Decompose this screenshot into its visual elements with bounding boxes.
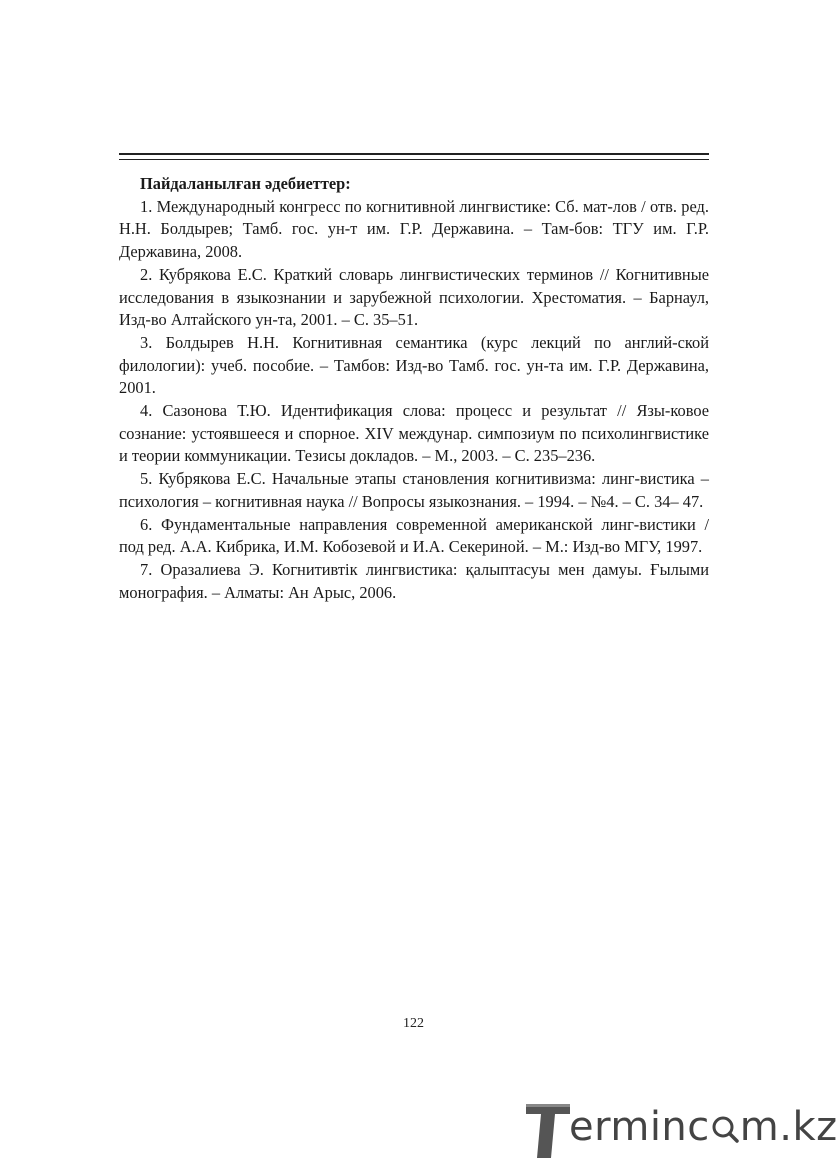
logo-text-end: m.kz bbox=[739, 1104, 838, 1150]
reference-item: 2. Кубрякова Е.С. Краткий словарь лингвистических терминов // Когнитивные исследования в языкознании и зарубежной психологии. Хрестоматия. – Барнаул, Изд-во Алтайского ун-та, 2001. – С. 35–51. bbox=[119, 264, 709, 330]
reference-item: 4. Сазонова Т.Ю. Идентификация слова: процесс и результат // Язы-ковое сознание: устоявшееся и спорное. XIV междунар. симпозиум по психолингвистике и теории коммуникации. Тезисы докладов. – М., 2003. – С. 235–236. bbox=[119, 401, 709, 466]
magnifier-icon bbox=[711, 1103, 739, 1131]
page-number: 122 bbox=[403, 1016, 424, 1031]
reference-item: 7. Оразалиева Э. Когнитивтік лингвистика: қалыптасуы мен дамуы. Ғылыми монография. – Алматы: Ан Арыс, 2006. bbox=[119, 559, 709, 602]
reference-item: 5. Кубрякова Е.С. Начальные этапы становления когнитивизма: линг-вистика – психология – когнитивная наука // Вопросы языкознания. – 1994. – №4. – С. 34– 47. bbox=[119, 469, 709, 511]
reference-item: 1. Международный конгресс по когнитивной лингвистике: Сб. мат-лов / отв. ред. Н.Н. Болдырев; Тамб. гос. ун-т им. Г.Р. Державина. – Там-бов: ТГУ им. Г.Р. Державина, 2008. bbox=[119, 196, 709, 262]
logo-text-start: erminc bbox=[569, 1104, 710, 1150]
header-rule-thin bbox=[119, 159, 709, 160]
references-heading: Пайдаланылған әдебиеттер: bbox=[140, 174, 351, 193]
header-rule-thick bbox=[119, 153, 709, 155]
reference-item: 6. Фундаментальные направления современной американской линг-вистики / под ред. А.А. Кибрика, И.М. Кобозевой и И.А. Секериной. – М.: Изд-во МГУ, 1997. bbox=[119, 514, 709, 557]
references-section bbox=[119, 173, 709, 604]
logo-t-letter-icon bbox=[524, 1102, 572, 1160]
reference-item: 3. Болдырев Н.Н. Когнитивная семантика (курс лекций по англий-ской филологии): учеб. пособие. – Тамбов: Изд-во Тамб. гос. ун-та им. Г.Р. Державина, 2001. bbox=[119, 332, 709, 398]
termincom-logo[interactable] bbox=[524, 1098, 838, 1162]
